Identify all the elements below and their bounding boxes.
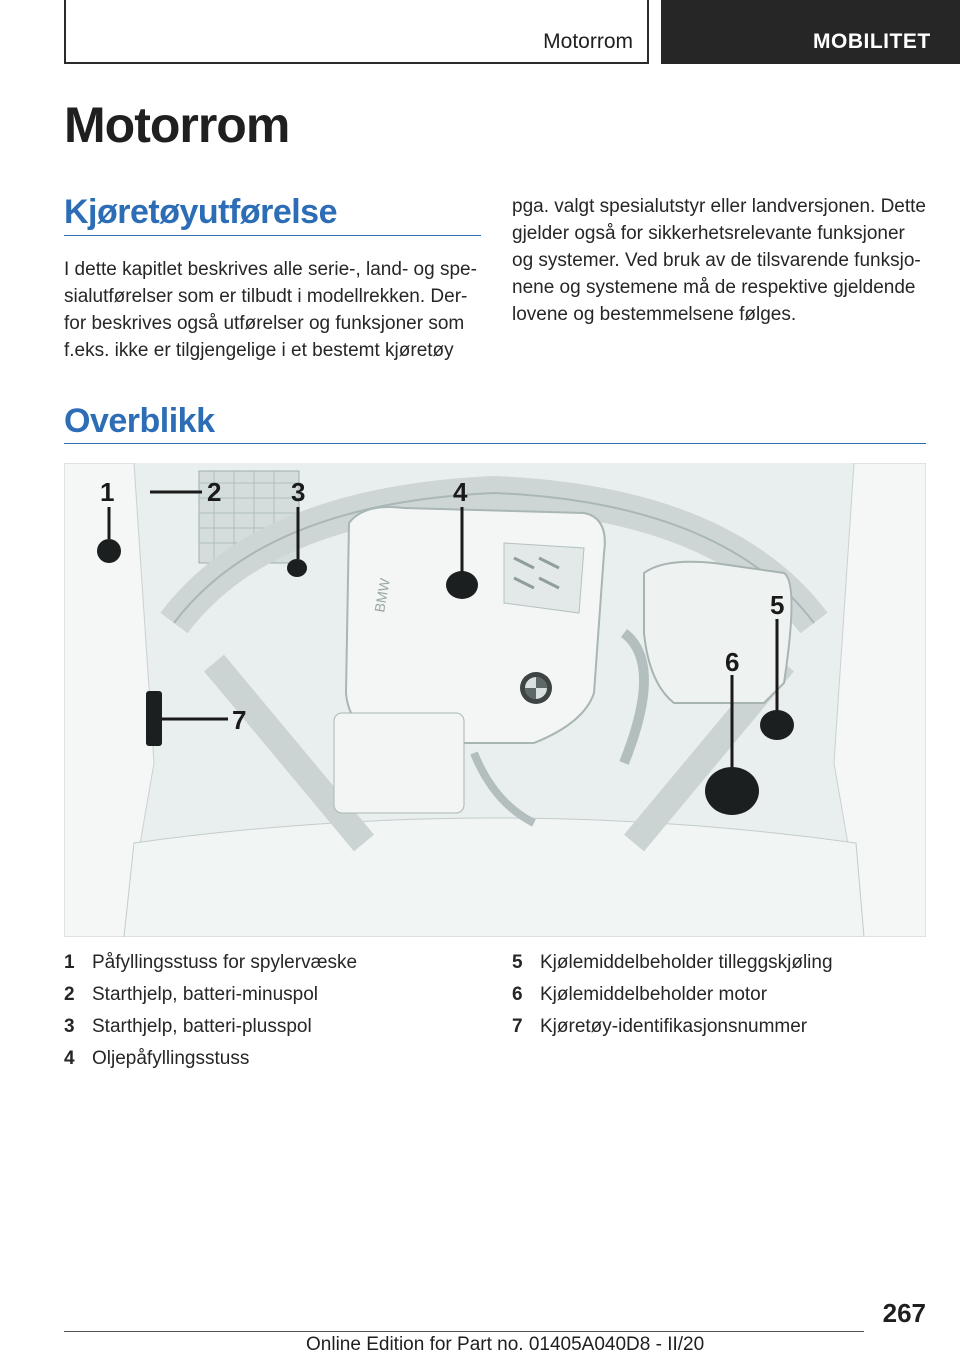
- vehicle-design-heading: Kjøretøyutførelse: [64, 193, 337, 231]
- callout-7: 7: [232, 705, 247, 735]
- vehicle-design-text-right: pga. valgt spesialutstyr eller landversjonen. Dette gjelder også for sikkerhetsrelevante funksjoner og systemer. Ved bruk av de tilsvarende funksjo- nene og systemene må de respektive gjeldende lovene og bestemmelsene følges.: [512, 196, 927, 325]
- legend-item: 7 Kjøretøy-identifikasjonsnummer: [512, 1016, 808, 1037]
- callout-4: 4: [453, 477, 468, 507]
- legend-item: 5 Kjølemiddelbeholder tilleggskjøling: [512, 952, 833, 973]
- overview-rule: [64, 443, 926, 444]
- header-chapter-tab: MOBILITET: [661, 0, 960, 64]
- callout-1: 1: [100, 477, 115, 507]
- header-section-box: [64, 0, 649, 64]
- overview-heading: Overblikk: [64, 402, 215, 440]
- legend-item: 2 Starthjelp, batteri-minuspol: [64, 984, 318, 1005]
- legend-item: 4 Oljepåfyllingsstuss: [64, 1048, 250, 1069]
- page-title: Motorrom: [64, 97, 290, 153]
- callout-3: 3: [291, 477, 306, 507]
- footer-rule: [64, 1331, 864, 1332]
- page-number: 267: [882, 1298, 926, 1328]
- legend-item: 1 Påfyllingsstuss for spylervæske: [64, 952, 358, 973]
- legend-item: 6 Kjølemiddelbeholder motor: [512, 984, 768, 1005]
- engine-cover-brand: BMW: [371, 577, 393, 614]
- callout-2: 2: [207, 477, 222, 507]
- legend-left: [64, 950, 357, 1078]
- engine-bay-illustration: [64, 463, 926, 937]
- legend-right: [512, 950, 833, 1046]
- legend-item: 3 Starthjelp, batteri-plusspol: [64, 1016, 312, 1037]
- header-section-title: Motorrom: [543, 30, 633, 53]
- callout-5: 5: [770, 590, 785, 620]
- callout-6: 6: [725, 647, 740, 677]
- vehicle-design-rule: [64, 235, 481, 236]
- footer-edition: Online Edition for Part no. 01405A040D8 - II/20: [306, 1334, 705, 1355]
- vehicle-design-text-left: I dette kapitlet beskrives alle serie-, land- og spe- sialutførelser som er tilbudt i modellrekken. Der- for beskrives også utførelser og funksjoner som f.eks. ikke er tilgjengelige i et bestemt kjøretøy: [64, 259, 477, 361]
